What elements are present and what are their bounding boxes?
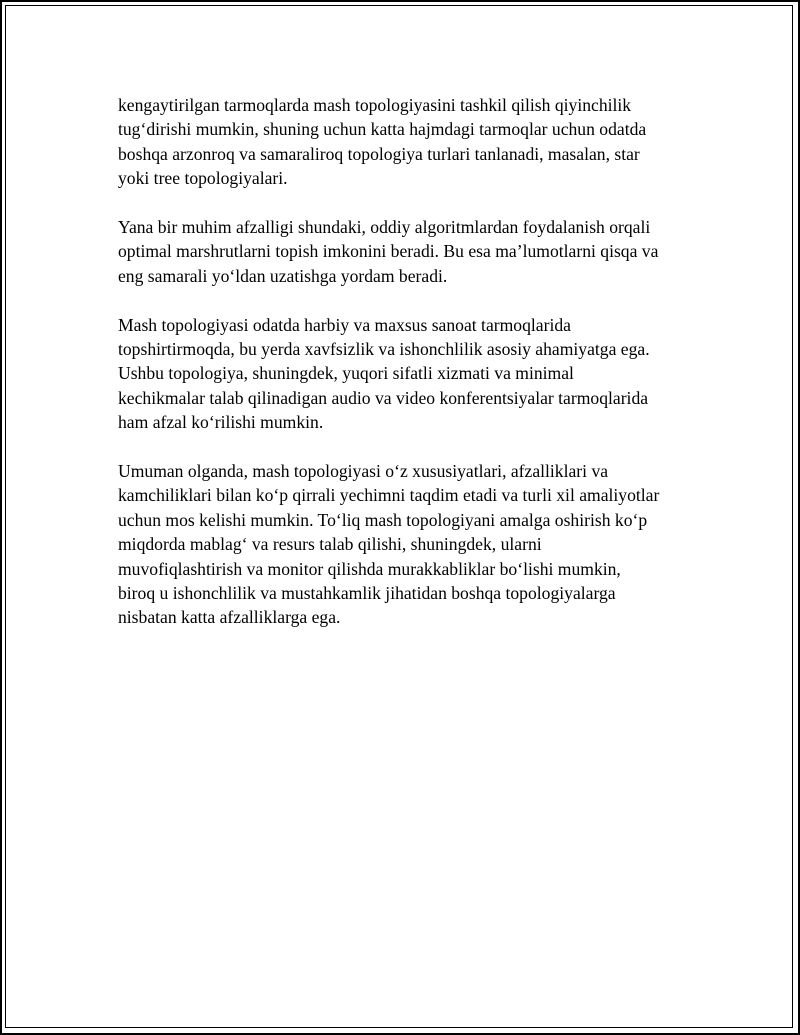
- paragraph-4: Umuman olganda, mash topologiyasi o‘z xususiyatlari, afzalliklari va kamchiliklari bilan ko‘p qirrali yechimni taqdim etadi va turli xil amaliyotlar uchun mos kelishi mumkin. To‘liq mash topologiyani amalga oshirish ko‘p miqdorda mablag‘ va resurs talab qilishi, shuningdek, ularni muvofiqlashtirish va monitor qilishda murakkabliklar bo‘lishi mumkin, biroq u ishonchlilik va mustahkamlik jihatidan boshqa topologiyalarga nisbatan katta afzalliklarga ega.: [118, 461, 660, 628]
- paragraph-1: kengaytirilgan tarmoqlarda mash topologiyasini tashkil qilish qiyinchilik tug‘dirishi mumkin, shuning uchun katta hajmdagi tarmoqlar uchun odatda boshqa arzonroq va samaraliroq topologiya turlari tanlanadi, masalan, star yoki tree topologiyalari.: [118, 95, 647, 189]
- paragraph-3: Mash topologiyasi odatda harbiy va maxsus sanoat tarmoqlarida topshirtirmoqda, bu yerda xavfsizlik va ishonchlilik asosiy ahamiyatga ega. Ushbu topologiya, shuningdek, yuqori sifatli xizmati va minimal kechikmalar talab qilinadigan audio va video konferentsiyalar tarmoqlarida ham afzal ko‘rilishi mumkin.: [118, 314, 650, 433]
- document-body: [118, 93, 718, 654]
- paragraph-2: Yana bir muhim afzalligi shundaki, oddiy algoritmlardan foydalanish orqali optimal marshrutlarni topish imkonini beradi. Bu esa ma’lumotlarni qisqa va eng samarali yo‘ldan uzatishga yordam beradi.: [118, 217, 659, 286]
